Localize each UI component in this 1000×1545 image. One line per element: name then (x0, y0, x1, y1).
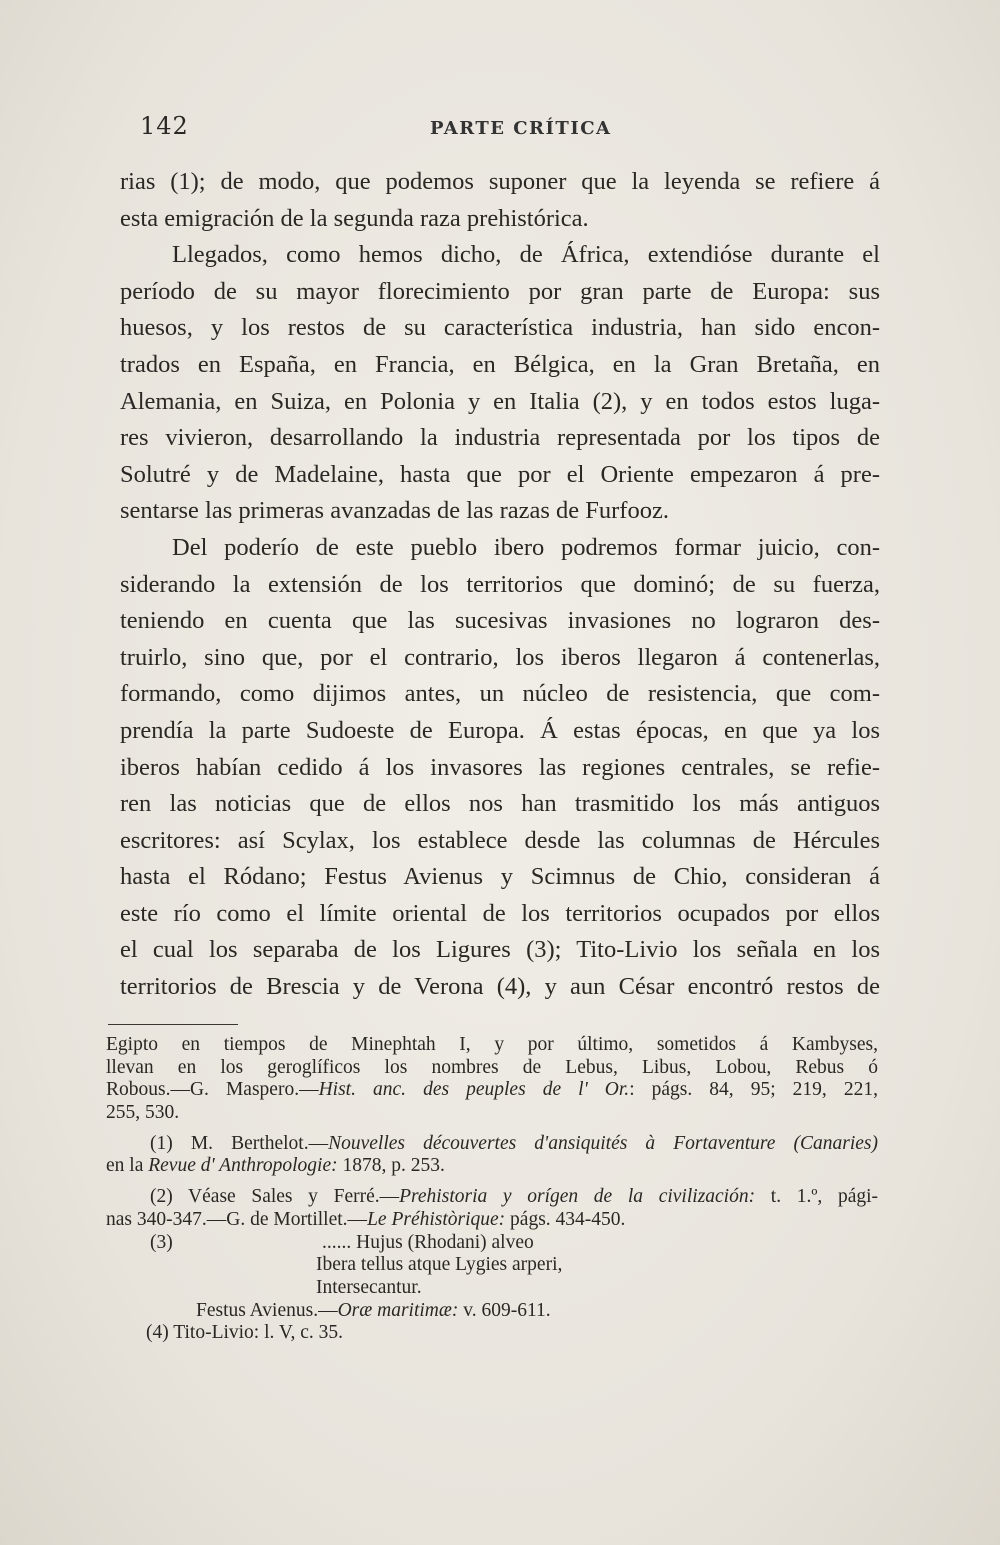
footnote-line: 255, 530. (106, 1102, 180, 1124)
footnote-text: Robous.—G. Maspero.— (106, 1079, 319, 1101)
footnote-line: Egipto en tiempos de Minephtah I, y por último, sometidos á Kambyses, (106, 1034, 878, 1055)
text-line: Del poderío de este pueblo ibero podremos formar juicio, con- (172, 533, 880, 561)
text-line: prendía la parte Sudoeste de Europa. Á estas épocas, en que ya los (120, 716, 880, 744)
verse-line: Ibera tellus atque Lygies arperi, (316, 1254, 563, 1276)
footnote-text: págs. 434-450. (505, 1208, 626, 1230)
footnote-text: v. 609-611. (458, 1299, 551, 1321)
verse-line: Intersecantur. (316, 1276, 422, 1298)
text-line: huesos, y los restos de su característica industria, han sido encon- (120, 314, 880, 342)
footnote-text: : págs. 84, 95; 219, 221, (629, 1079, 878, 1101)
footnote-line (106, 1155, 878, 1178)
footnote-marker: (3) (150, 1231, 173, 1253)
footnote-title: Nouvelles découvertes d'ansiquités à Fortaventure (Canaries) (328, 1132, 879, 1154)
text-line: truirlo, sino que, por el contrario, los iberos llegaron á contenerlas, (120, 643, 880, 671)
footnote-line (106, 1209, 878, 1232)
footnote-rule (108, 1024, 238, 1025)
page-number: 142 (140, 112, 189, 140)
verse-line: ...... Hujus (Rhodani) alveo (322, 1231, 534, 1253)
footnote-1 (106, 1133, 878, 1156)
footnote-title: Revue d' Anthropologie: (148, 1155, 338, 1177)
text-line: escritores: así Scylax, los establece desde las columnas de Hércules (120, 826, 880, 854)
text-line: res vivieron, desarrollando la industria representada por los tipos de (120, 424, 880, 452)
footnote-text: (1) M. Berthelot.— (150, 1132, 329, 1154)
footnote-text: t. 1.º, pági- (755, 1186, 879, 1208)
footnote-title: Hist. anc. des peuples de l' Or. (318, 1079, 630, 1101)
footnote-text: nas 340-347.—G. de Mortillet.— (106, 1208, 368, 1230)
footnote-title: Prehistoria y orígen de la civilización: (399, 1186, 756, 1208)
footnote-3 (106, 1232, 878, 1255)
text-line: Llegados, como hemos dicho, de África, extendióse durante el (172, 241, 880, 269)
text-line: territorios de Brescia y de Verona (4), y aun César encontró restos de (120, 973, 880, 1001)
text-line: rias (1); de modo, que podemos suponer que la leyenda se refiere á (120, 168, 880, 195)
body-text (120, 164, 880, 1006)
footnote-line: llevan en los geroglíficos los nombres de Lebus, Libus, Lobou, Rebus ó (106, 1056, 878, 1078)
footnote-4: (4) Tito-Livio: l. V, c. 35. (146, 1322, 344, 1344)
text-line: teniendo en cuenta que las sucesivas invasiones no lograron des- (120, 607, 880, 635)
text-line: ren las noticias que de ellos nos han trasmitido los más antiguos (120, 790, 880, 818)
text-line: este río como el límite oriental de los territorios ocupados por ellos (120, 899, 880, 927)
page-header (140, 112, 880, 152)
text-line: Alemania, en Suiza, en Polonia y en Italia (2), y en todos estos luga- (120, 387, 880, 415)
text-line: hasta el Ródano; Festus Avienus y Scimnus de Chio, consideran á (120, 863, 880, 891)
footnotes (106, 1034, 878, 1345)
footnote-text: 1878, p. 253. (337, 1155, 445, 1177)
text-line: sentarse las primeras avanzadas de las razas de Furfooz. (120, 497, 669, 525)
running-title: PARTE CRÍTICA (430, 118, 612, 139)
text-line: formando, como dijimos antes, un núcleo de resistencia, que com- (120, 680, 880, 708)
footnote-title: Le Préhistòrique: (367, 1208, 506, 1230)
text-line: iberos habían cedido á los invasores las regiones centrales, se refie- (120, 753, 880, 781)
footnote-text: (2) Véase Sales y Ferré.— (150, 1186, 400, 1208)
text-line: trados en España, en Francia, en Bélgica, en la Gran Bretaña, en (120, 350, 880, 378)
text-line: esta emigración de la segunda raza prehistórica. (120, 204, 589, 232)
footnote-2 (106, 1186, 878, 1209)
footnote-text: en la (106, 1155, 149, 1177)
text-line: Solutré y de Madelaine, hasta que por el Oriente empezaron á pre- (120, 460, 880, 488)
footnote-line (106, 1079, 878, 1102)
text-line: período de su mayor florecimiento por gran parte de Europa: sus (120, 277, 880, 305)
footnote-source (106, 1300, 878, 1323)
footnote-title: Oræ maritimæ: (337, 1299, 459, 1321)
footnote-text: Festus Avienus.— (196, 1299, 338, 1321)
text-line: el cual los separaba de los Ligures (3); Tito-Livio los señala en los (120, 936, 880, 964)
text-line: siderando la extensión de los territorios que dominó; de su fuerza, (120, 570, 880, 598)
